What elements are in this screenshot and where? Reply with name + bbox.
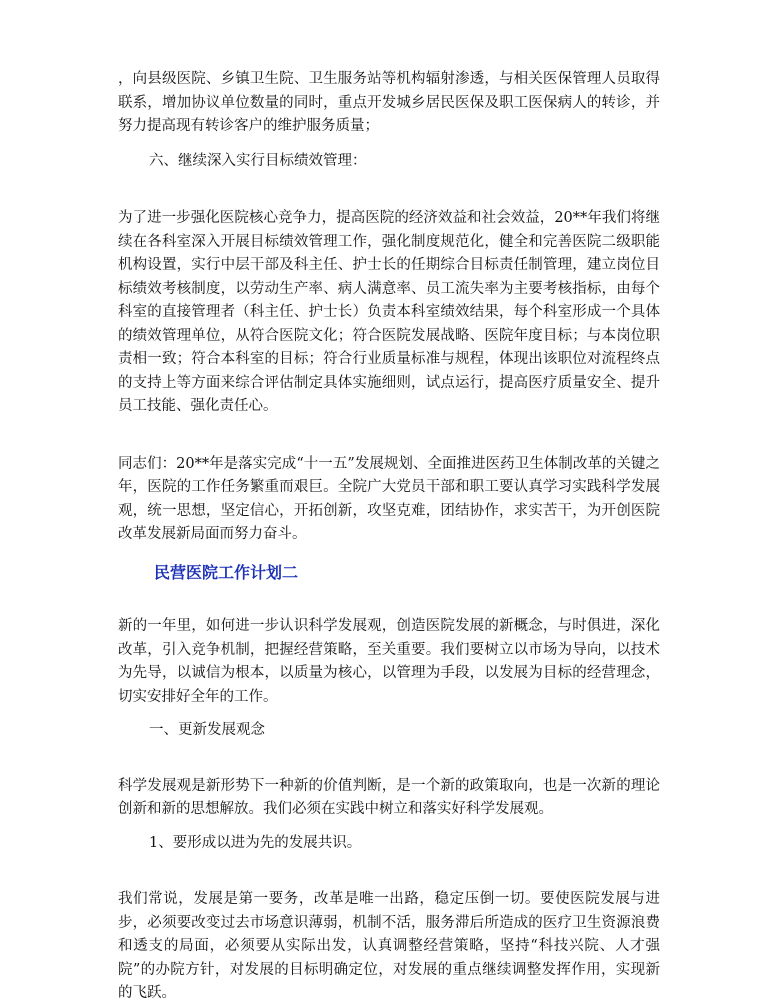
section-title-plan-two: 民营医院工作计划二 xyxy=(154,562,299,582)
document-page xyxy=(118,68,660,1006)
heading-performance-management: 六、继续深入实行目标绩效管理： xyxy=(149,152,367,169)
paragraph-referral-outreach: ，向县级医院、乡镇卫生院、卫生服务站等机构辐射渗透，与相关医保管理人员取得联系，增加协议单位数量的同时，重点开发城乡居民医保及职工医保病人的转诊，并努力提高现有转诊客户的维护服务质量； xyxy=(118,71,660,134)
paragraph-new-year-intro: 新的一年里，如何进一步认识科学发展观，创造医院发展的新概念，与时俱进，深化改革，引入竞争机制，把握经营策略，至关重要。我们要树立以市场为导向，以技术为先导，以诚信为根本，以质量为核心，以管理为手段，以发展为目标的经营理念，切实安排好全年的工作。 xyxy=(118,618,660,705)
heading-development-consensus: 1、要形成以进为先的发展共识。 xyxy=(149,834,362,851)
paragraph-development-priority: 我们常说，发展是第一要务，改革是唯一出路，稳定压倒一切。要使医院发展与进步，必须要改变过去市场意识薄弱，机制不活，服务滞后所造成的医疗卫生资源浪费和透支的局面，必须要从实际出发，认真调整经营策略，坚持“科技兴院、人才强院”的办院方针，对发展的目标明确定位，对发展的重点继续调整发挥作用，实现新的飞跃。 xyxy=(118,891,660,1001)
paragraph-scientific-development: 科学发展观是新形势下一种新的价值判断，是一个新的政策取向，也是一次新的理论创新和新的思想解放。我们必须在实践中树立和落实好科学发展观。 xyxy=(118,777,660,817)
heading-update-concept: 一、更新发展观念 xyxy=(149,722,265,738)
paragraph-closing-remarks: 同志们：20**年是落实完成“十一五”发展规划、全面推进医药卫生体制改革的关键之年，医院的工作任务繁重而艰巨。全院广大党员干部和职工要认真学习实践科学发展观，统一思想，坚定信心，开拓创新，攻坚克难，团结协作，求实苦干，为开创医院改革发展新局面而努力奋斗。 xyxy=(118,455,660,542)
paragraph-performance-management: 为了进一步强化医院核心竞争力，提高医院的经济效益和社会效益，20**年我们将继续在各科室深入开展目标绩效管理工作，强化制度规范化，健全和完善医院二级职能机构设置，实行中层干部及科主任、护士长的任期综合目标责任制管理，建立岗位目标绩效考核制度，以劳动生产率、病人满意率、员工流失率为主要考核指标，由每个科室的直接管理者（科主任、护士长）负责本科室绩效结果，每个科室形成一个具体的绩效管理单位，从符合医院文化；符合医院发展战略、医院年度目标；与本岗位职责相一致；符合本科室的目标；符合行业质量标准与规程，体现出该职位对流程终点的支持上等方面来综合评估制定具体实施细则，试点运行，提高医疗质量安全、提升员工技能、强化责任心。 xyxy=(118,210,660,414)
